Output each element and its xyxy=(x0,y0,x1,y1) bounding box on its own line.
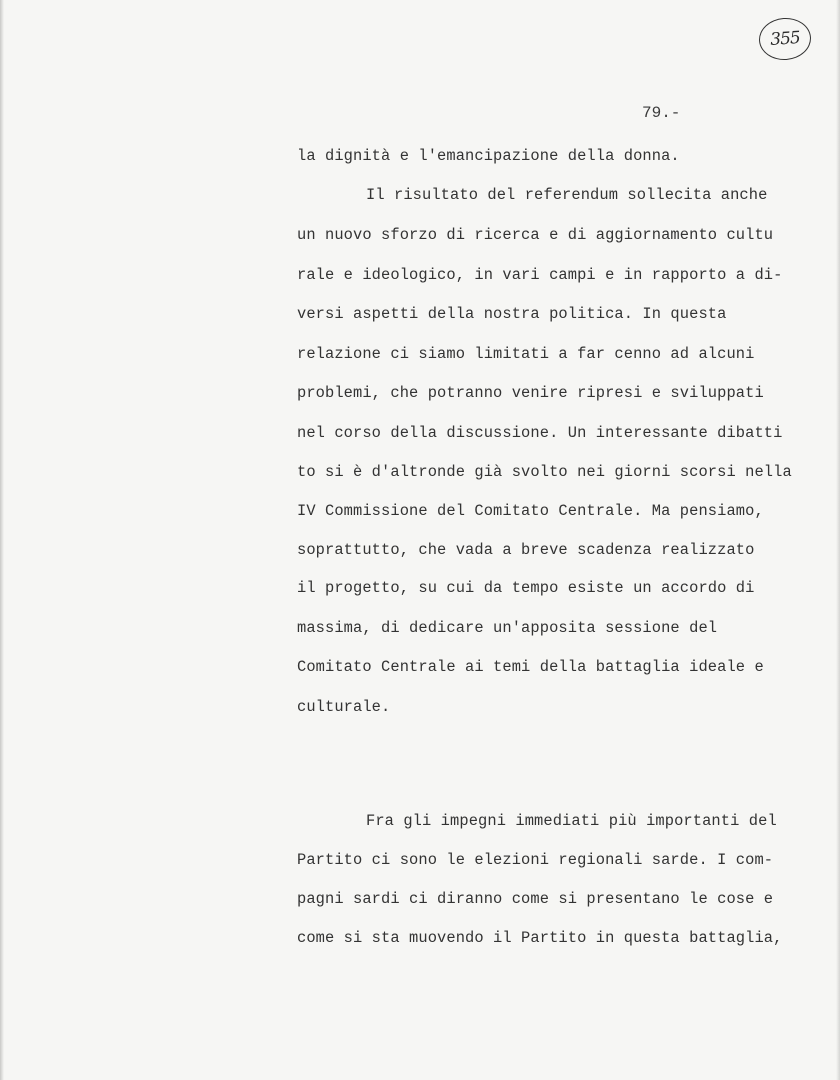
page-edge-left xyxy=(0,0,4,1080)
text-line: problemi, che potranno venire ripresi e sviluppati xyxy=(297,384,764,402)
text-line: soprattutto, che vada a breve scadenza realizzato xyxy=(297,541,755,559)
page-edge-right xyxy=(836,0,840,1080)
text-line: pagni sardi ci diranno come si presentano le cose e xyxy=(297,890,774,908)
text-line: versi aspetti della nostra politica. In questa xyxy=(297,305,727,323)
text-line: un nuovo sforzo di ricerca e di aggiornamento cultu xyxy=(297,226,774,244)
text-line: nel corso della discussione. Un interessante dibatti xyxy=(297,424,783,442)
text-line: Fra gli impegni immediati più importanti del xyxy=(366,812,777,830)
text-line: la dignità e l'emancipazione della donna. xyxy=(297,147,680,165)
text-line: IV Commissione del Comitato Centrale. Ma pensiamo, xyxy=(297,502,764,520)
archive-stamp xyxy=(758,16,813,62)
text-line: Il risultato del referendum sollecita anche xyxy=(366,186,768,204)
text-line: Partito ci sono le elezioni regionali sarde. I com- xyxy=(297,851,774,869)
text-line: relazione ci siamo limitati a far cenno ad alcuni xyxy=(297,345,755,363)
text-line: come si sta muovendo il Partito in questa battaglia, xyxy=(297,929,783,947)
page-number: 79.- xyxy=(642,104,681,122)
text-line: rale e ideologico, in vari campi e in rapporto a di- xyxy=(297,266,783,284)
text-line: Comitato Centrale ai temi della battaglia ideale e xyxy=(297,658,764,676)
text-line: massima, di dedicare un'apposita sessione del xyxy=(297,619,718,637)
archive-stamp-number: 355 xyxy=(769,27,801,51)
text-line: to si è d'altronde già svolto nei giorni scorsi nella xyxy=(297,463,792,481)
text-line: culturale. xyxy=(297,698,391,716)
text-line: il progetto, su cui da tempo esiste un accordo di xyxy=(297,579,755,597)
